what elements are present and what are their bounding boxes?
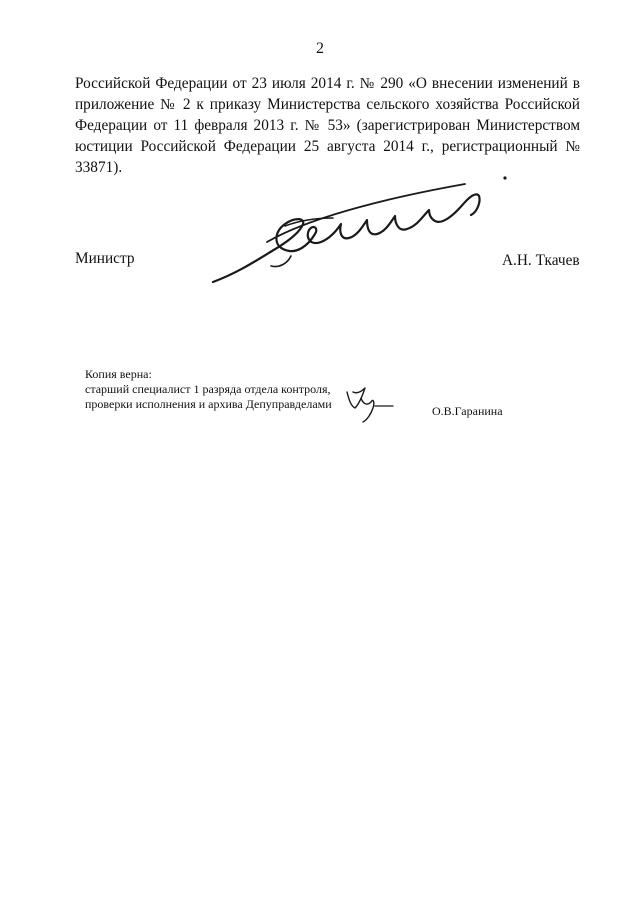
copy-certifier-signature	[343, 380, 403, 425]
copy-certification-position-line-1: старший специалист 1 разряда отдела контроля,	[85, 382, 331, 396]
body-text: Российской Федерации от 23 июля 2014 г. № 290 «О внесении изменений в приложение № 2 к приказу Министерства сельского хозяйства Российской Федерации от 11 февраля 2013 г. № 53» (зарегистрирован Министерством юстиции Российской Федерации 25 августа 2014 г., регистрационный № 33871).	[75, 75, 580, 176]
copy-certification-position-line-2: проверки исполнения и архива Депуправделами	[85, 397, 332, 411]
minister-name: А.Н. Ткачев	[502, 252, 580, 269]
copy-certifier-name: О.В.Гаранина	[432, 404, 503, 418]
copy-certification-title: Копия верна:	[85, 367, 152, 381]
minister-signature	[205, 160, 525, 300]
minister-position-label: Министр	[75, 250, 135, 267]
page-number: 2	[316, 40, 324, 57]
